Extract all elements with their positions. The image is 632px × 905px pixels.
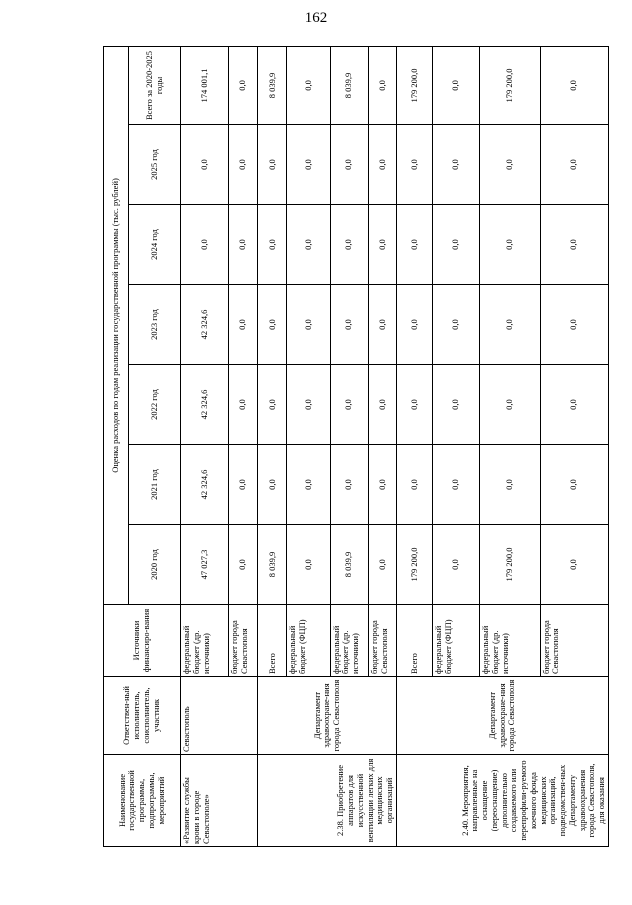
- value-cell: 0,0: [540, 285, 608, 365]
- funding-source: федеральный бюджет (ФЦП): [433, 605, 480, 677]
- header-source: Источники финансиро-вания: [104, 605, 181, 677]
- header-executor: Ответствен-ный исполнитель, соисполнитель, участник: [104, 677, 181, 755]
- rotated-table-container: [103, 47, 609, 847]
- header-year: 2023 год: [129, 285, 181, 365]
- funding-source: бюджет города Севастополя: [229, 605, 258, 677]
- header-name: Наименование государственной программы, подпрограммы, мероприятий: [104, 755, 181, 847]
- value-cell: 0,0: [396, 285, 432, 365]
- value-cell: 8 039,9: [330, 46, 368, 124]
- table-row: [396, 46, 432, 846]
- value-cell: 0,0: [540, 365, 608, 445]
- value-cell: 8 039,9: [258, 525, 287, 605]
- value-cell: 0,0: [368, 365, 396, 445]
- funding-source: Всего: [396, 605, 432, 677]
- value-cell: 0,0: [229, 46, 258, 124]
- value-cell: 0,0: [330, 125, 368, 205]
- value-cell: 174 001,1: [181, 46, 229, 124]
- funding-source: федеральный бюджет (др. источники): [480, 605, 540, 677]
- value-cell: 0,0: [229, 205, 258, 285]
- value-cell: 0,0: [540, 445, 608, 525]
- value-cell: 0,0: [480, 445, 540, 525]
- value-cell: 179 200,0: [480, 46, 540, 124]
- value-cell: 0,0: [287, 205, 330, 285]
- value-cell: 0,0: [540, 205, 608, 285]
- value-cell: 179 200,0: [396, 525, 432, 605]
- value-cell: 0,0: [540, 46, 608, 124]
- funding-source: бюджет города Севастополя: [368, 605, 396, 677]
- table-row: [258, 46, 287, 846]
- header-year: 2021 год: [129, 445, 181, 525]
- value-cell: 0,0: [181, 205, 229, 285]
- table-row: [181, 46, 229, 846]
- value-cell: 0,0: [258, 125, 287, 205]
- value-cell: 0,0: [229, 285, 258, 365]
- header-total: Всего за 2020-2025 годы: [129, 46, 181, 124]
- program-name: 2.38. Приобретение аппаратов для искусственной вентиляции легких для медицинских организаций: [258, 755, 397, 847]
- value-cell: 0,0: [229, 365, 258, 445]
- value-cell: 0,0: [540, 525, 608, 605]
- value-cell: 42 324,6: [181, 365, 229, 445]
- value-cell: 0,0: [368, 46, 396, 124]
- value-cell: 0,0: [229, 445, 258, 525]
- value-cell: 0,0: [258, 365, 287, 445]
- header-year: 2020 год: [129, 525, 181, 605]
- funding-source: федеральный бюджет (др. источники): [181, 605, 229, 677]
- executor: Департамент здравоохране-ния города Севастополя: [396, 677, 608, 755]
- value-cell: 0,0: [433, 525, 480, 605]
- header-group: Оценка расходов по годам реализации государственной программы (тыс. рублей): [104, 46, 129, 604]
- header-year: 2025 год: [129, 125, 181, 205]
- page-number: 162: [304, 10, 328, 26]
- value-cell: 0,0: [287, 445, 330, 525]
- value-cell: 0,0: [368, 445, 396, 525]
- executor: Севастополь: [181, 677, 258, 755]
- value-cell: 0,0: [396, 125, 432, 205]
- value-cell: 0,0: [433, 205, 480, 285]
- value-cell: 179 200,0: [396, 46, 432, 124]
- value-cell: 47 027,3: [181, 525, 229, 605]
- header-year: 2024 год: [129, 205, 181, 285]
- program-name: «Развитие службы крови в городе Севастополе»: [181, 755, 258, 847]
- value-cell: 42 324,6: [181, 445, 229, 525]
- funding-source: бюджет города Севастополя: [540, 605, 608, 677]
- value-cell: 0,0: [433, 285, 480, 365]
- value-cell: 0,0: [368, 125, 396, 205]
- value-cell: 0,0: [330, 365, 368, 445]
- value-cell: 0,0: [433, 46, 480, 124]
- value-cell: 0,0: [287, 46, 330, 124]
- value-cell: 0,0: [396, 365, 432, 445]
- value-cell: 0,0: [368, 285, 396, 365]
- value-cell: 8 039,9: [330, 525, 368, 605]
- value-cell: 0,0: [480, 285, 540, 365]
- funding-source: федеральный бюджет (ФЦП): [287, 605, 330, 677]
- value-cell: 0,0: [480, 205, 540, 285]
- value-cell: 0,0: [330, 205, 368, 285]
- value-cell: 0,0: [396, 445, 432, 525]
- value-cell: 0,0: [287, 125, 330, 205]
- value-cell: 0,0: [258, 445, 287, 525]
- funding-source: федеральный бюджет (др. источники): [330, 605, 368, 677]
- value-cell: 0,0: [540, 125, 608, 205]
- value-cell: 0,0: [181, 125, 229, 205]
- value-cell: 0,0: [433, 125, 480, 205]
- funding-source: Всего: [258, 605, 287, 677]
- value-cell: 0,0: [480, 365, 540, 445]
- value-cell: 8 039,9: [258, 46, 287, 124]
- value-cell: 0,0: [480, 125, 540, 205]
- executor: Департамент здравоохране-ния города Севастополя: [258, 677, 397, 755]
- value-cell: 0,0: [258, 285, 287, 365]
- value-cell: 0,0: [229, 125, 258, 205]
- budget-table: [103, 46, 609, 847]
- header-year: 2022 год: [129, 365, 181, 445]
- value-cell: 0,0: [287, 285, 330, 365]
- value-cell: 0,0: [330, 285, 368, 365]
- value-cell: 0,0: [229, 525, 258, 605]
- value-cell: 0,0: [368, 205, 396, 285]
- value-cell: 0,0: [368, 525, 396, 605]
- value-cell: 42 324,6: [181, 285, 229, 365]
- value-cell: 0,0: [287, 525, 330, 605]
- value-cell: 0,0: [433, 365, 480, 445]
- value-cell: 179 200,0: [480, 525, 540, 605]
- value-cell: 0,0: [258, 205, 287, 285]
- value-cell: 0,0: [396, 205, 432, 285]
- value-cell: 0,0: [330, 445, 368, 525]
- value-cell: 0,0: [287, 365, 330, 445]
- value-cell: 0,0: [433, 445, 480, 525]
- program-name: 2.40. Мероприятия, направленные на оснащение (переоснащение) дополнительно создаваемого или перепрофили-руемого коечного фонда медицинских организаций, подведомствен-ных Департаменту здравоохранения города Севастополя, для оказания: [396, 755, 608, 847]
